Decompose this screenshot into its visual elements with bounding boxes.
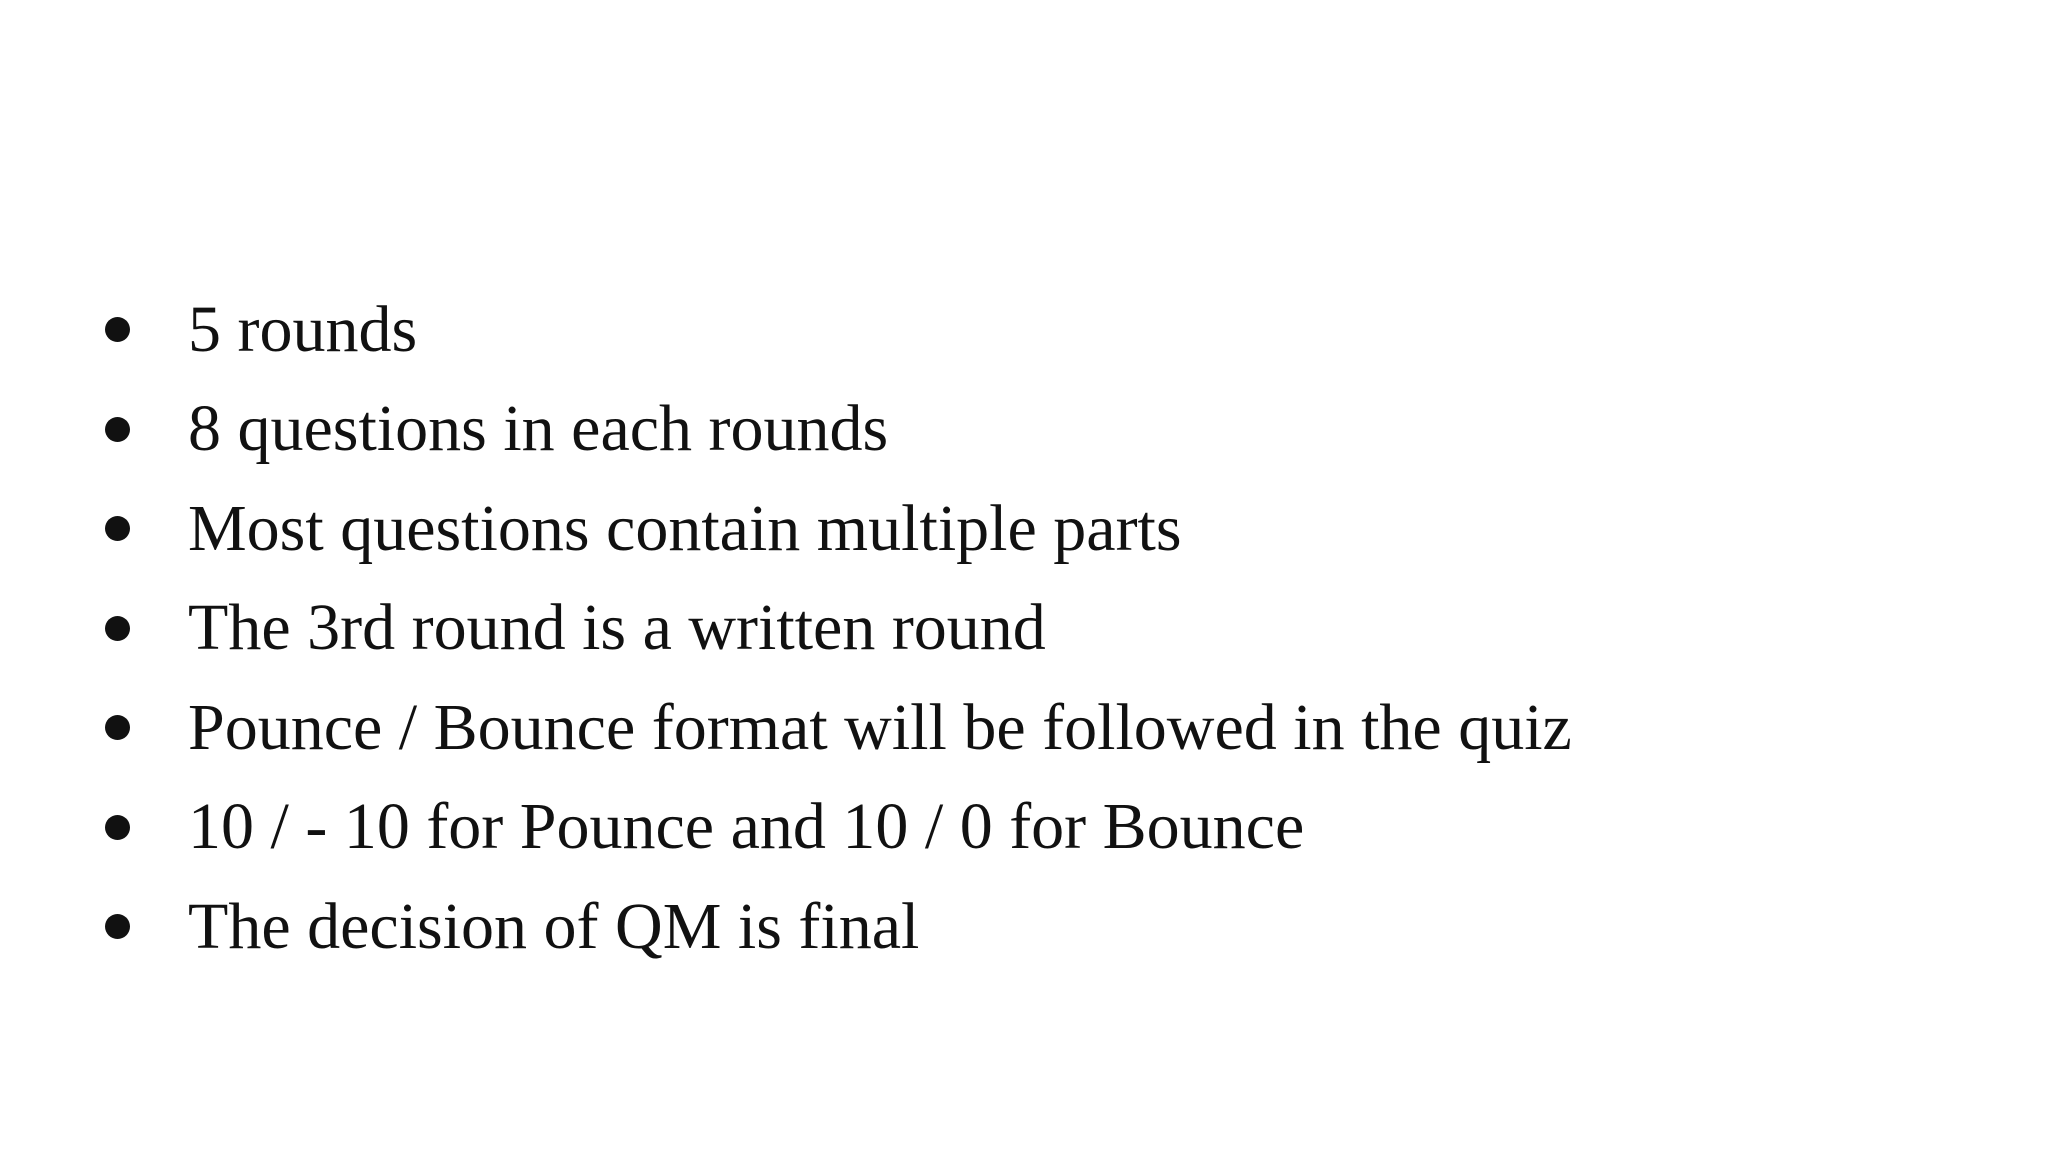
bullet-item bbox=[105, 678, 1572, 778]
bullet-text: 10 / - 10 for Pounce and 10 / 0 for Bounce bbox=[188, 790, 1305, 864]
bullet-text: The 3rd round is a written round bbox=[188, 591, 1046, 665]
bullet-item bbox=[105, 280, 1572, 380]
bullet-text: The decision of QM is final bbox=[188, 889, 920, 963]
bullet-dot-icon bbox=[105, 914, 130, 939]
bullet-dot-icon bbox=[105, 417, 130, 442]
bullet-dot-icon bbox=[105, 815, 130, 840]
rules-bullet-list bbox=[105, 280, 1572, 977]
bullet-dot-icon bbox=[105, 317, 130, 342]
bullet-text: Pounce / Bounce format will be followed in the quiz bbox=[188, 690, 1572, 764]
bullet-item bbox=[105, 579, 1572, 679]
bullet-item bbox=[105, 380, 1572, 480]
bullet-text: 8 questions in each rounds bbox=[188, 392, 889, 466]
bullet-item bbox=[105, 778, 1572, 878]
bullet-dot-icon bbox=[105, 516, 130, 541]
bullet-text: Most questions contain multiple parts bbox=[188, 491, 1182, 565]
bullet-item bbox=[105, 877, 1572, 977]
bullet-item bbox=[105, 479, 1572, 579]
bullet-text: 5 rounds bbox=[188, 292, 418, 366]
bullet-dot-icon bbox=[105, 616, 130, 641]
bullet-dot-icon bbox=[105, 715, 130, 740]
